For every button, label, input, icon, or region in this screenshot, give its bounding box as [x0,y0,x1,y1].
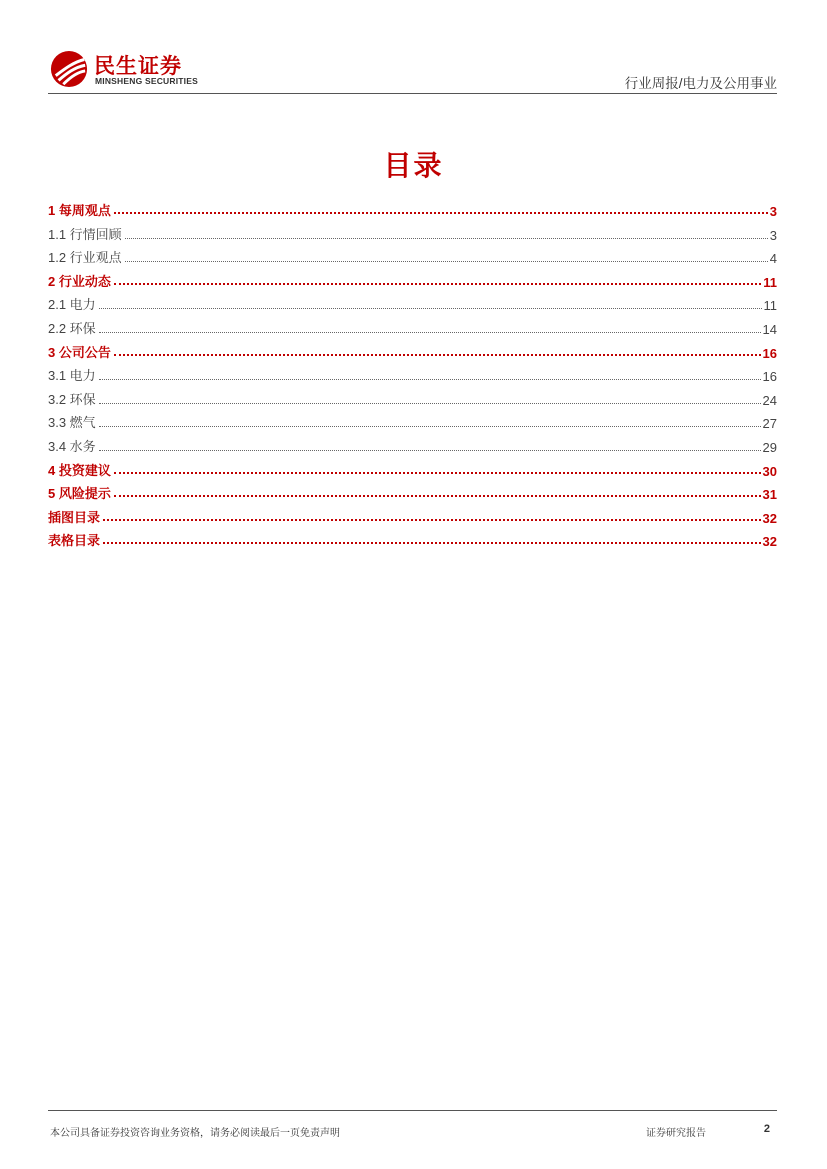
toc-entry[interactable] [48,411,777,431]
toc-entry-label: 5 风险提示 [48,486,111,502]
logo-english-name: MINSHENG SECURITIES [95,76,198,86]
toc-dot-leader [114,212,768,214]
toc-dot-leader [99,450,761,451]
toc-entry-label: 1.1 行情回顾 [48,226,122,242]
toc-entry-label: 2 行业动态 [48,273,111,289]
toc-entry-label: 1.2 行业观点 [48,250,122,266]
toc-entry-page: 30 [762,463,777,479]
toc-dot-leader [125,261,768,262]
toc-entry[interactable] [48,482,777,502]
toc-entry-page: 14 [762,322,777,337]
toc-entry-label: 2.2 环保 [48,321,96,336]
toc-dot-leader [99,379,761,380]
minsheng-logo-icon [50,50,88,88]
toc-entry[interactable] [48,317,777,337]
toc-entry-page: 16 [762,345,777,361]
toc-entry-label: 3 公司公告 [48,344,111,360]
toc-entry[interactable] [48,223,777,243]
report-category: 行业周报/电力及公用事业 [624,76,777,91]
toc-dot-leader [103,542,761,544]
toc-entry-page: 32 [762,510,777,526]
toc-title: 目录 [383,150,444,181]
toc-entry[interactable] [48,388,777,408]
toc-entry[interactable] [48,459,777,479]
page-header [48,46,777,94]
toc-entry-label: 3.1 电力 [48,368,96,384]
toc-dot-leader [114,495,761,497]
toc-entry[interactable] [48,270,777,290]
toc-entry-page: 24 [762,392,777,408]
toc-entry-label: 3.2 环保 [48,391,96,407]
toc-dot-leader [114,472,761,474]
page-number: 2 [763,1123,770,1135]
toc-dot-leader [114,283,761,285]
toc-entry-page: 11 [763,298,777,314]
toc-entry-label: 1 每周观点 [48,203,111,218]
toc-dot-leader [99,403,761,404]
toc-entry-page: 32 [762,534,777,550]
toc-entry[interactable] [48,246,777,266]
toc-entry-page: 4 [769,251,777,267]
toc-dot-leader [114,354,761,356]
footer-disclaimer: 本公司具备证券投资咨询业务资格，请务必阅读最后一页免责声明 [50,1128,340,1139]
toc-entry-label: 2.1 电力 [48,297,96,313]
toc-entry[interactable] [48,506,777,526]
toc-entry-page: 31 [762,487,777,503]
toc-entry[interactable] [48,199,777,219]
toc-dot-leader [99,426,761,427]
toc-entry-page: 16 [762,369,777,385]
toc-entry[interactable] [48,293,777,313]
footer-divider [48,1110,777,1111]
toc-entry-page: 3 [769,204,777,219]
toc-dot-leader [99,332,761,333]
toc-entry-label: 3.4 水务 [48,439,96,454]
toc-entry-label: 插图目录 [48,509,101,525]
logo-chinese-name: 民生证券 [94,55,182,78]
toc-entry[interactable] [48,364,777,384]
header-divider [48,93,777,94]
toc-entry-page: 29 [762,440,777,455]
toc-dot-leader [103,519,761,521]
toc-entry[interactable] [48,341,777,361]
toc-entry[interactable] [48,529,777,549]
toc-entry-page: 3 [769,227,777,243]
toc-entry[interactable] [48,435,777,455]
toc-dot-leader [99,308,762,309]
toc-dot-leader [125,238,768,239]
toc-entry-page: 27 [762,416,777,432]
toc-entry-label: 3.3 燃气 [48,415,96,431]
toc-entry-page: 11 [763,274,777,290]
toc-entry-label: 表格目录 [48,533,101,549]
footer-doc-type: 证券研究报告 [646,1128,706,1139]
toc-entry-label: 4 投资建议 [48,462,111,478]
company-logo [48,46,208,90]
